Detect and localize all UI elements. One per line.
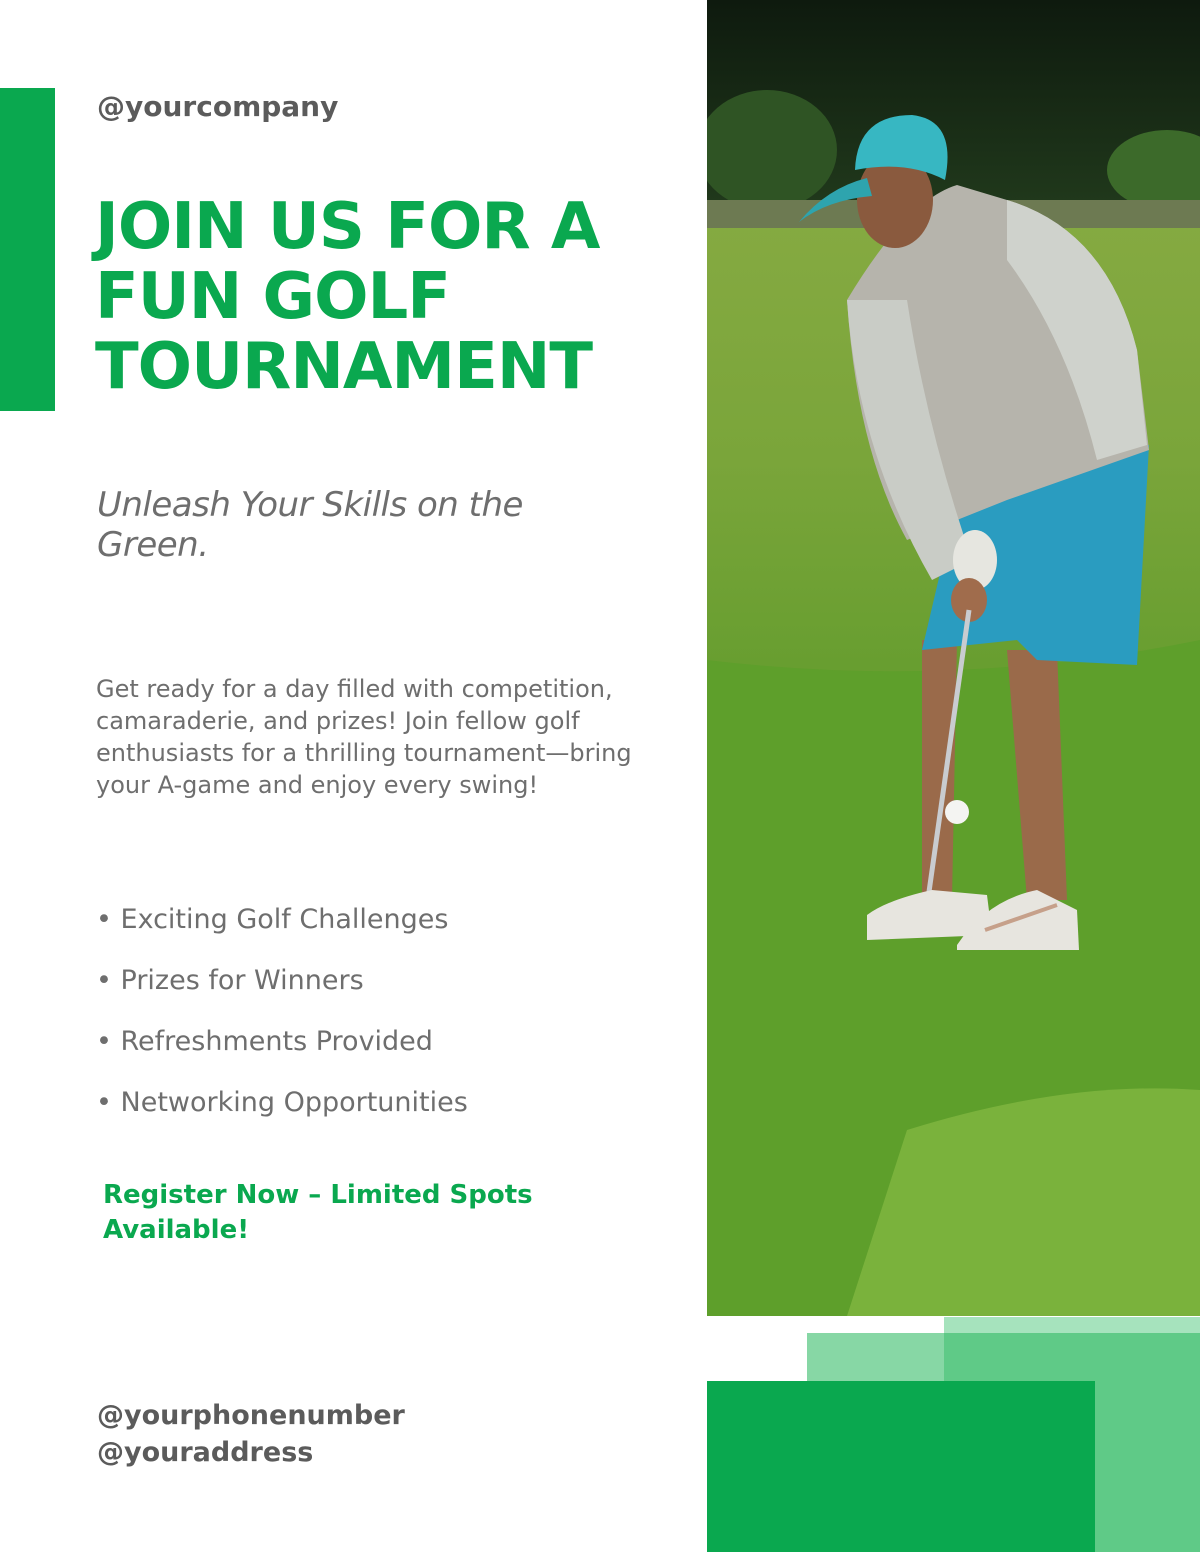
headline [95,192,695,402]
subtitle: Unleash Your Skills on the Green. [97,485,523,565]
decor-block-dark [707,1381,1095,1552]
feature-item: • Networking Opportunities [96,1087,468,1118]
company-handle: @yourcompany [97,90,339,123]
phone-handle: @yourphonenumber [97,1400,405,1431]
register-cta: Register Now – Limited Spots Available! [103,1180,533,1245]
headline-line-1: JOIN US FOR A [95,190,600,264]
feature-item: • Refreshments Provided [96,1026,433,1057]
headline-line-2: FUN GOLF [95,260,450,334]
headline-line-3: TOURNAMENT [95,330,593,404]
golfer-photo [707,0,1200,1316]
accent-bar [0,88,55,411]
feature-list [96,900,468,1144]
address-handle: @youraddress [97,1437,314,1468]
contact-info [97,1397,405,1471]
feature-item: • Prizes for Winners [96,965,364,996]
description: Get ready for a day filled with competition, camaraderie, and prizes! Join fellow golf enthusiasts for a thrilling tournament—bring your A-game and enjoy every swing! [96,675,632,799]
feature-item: • Exciting Golf Challenges [96,904,449,935]
